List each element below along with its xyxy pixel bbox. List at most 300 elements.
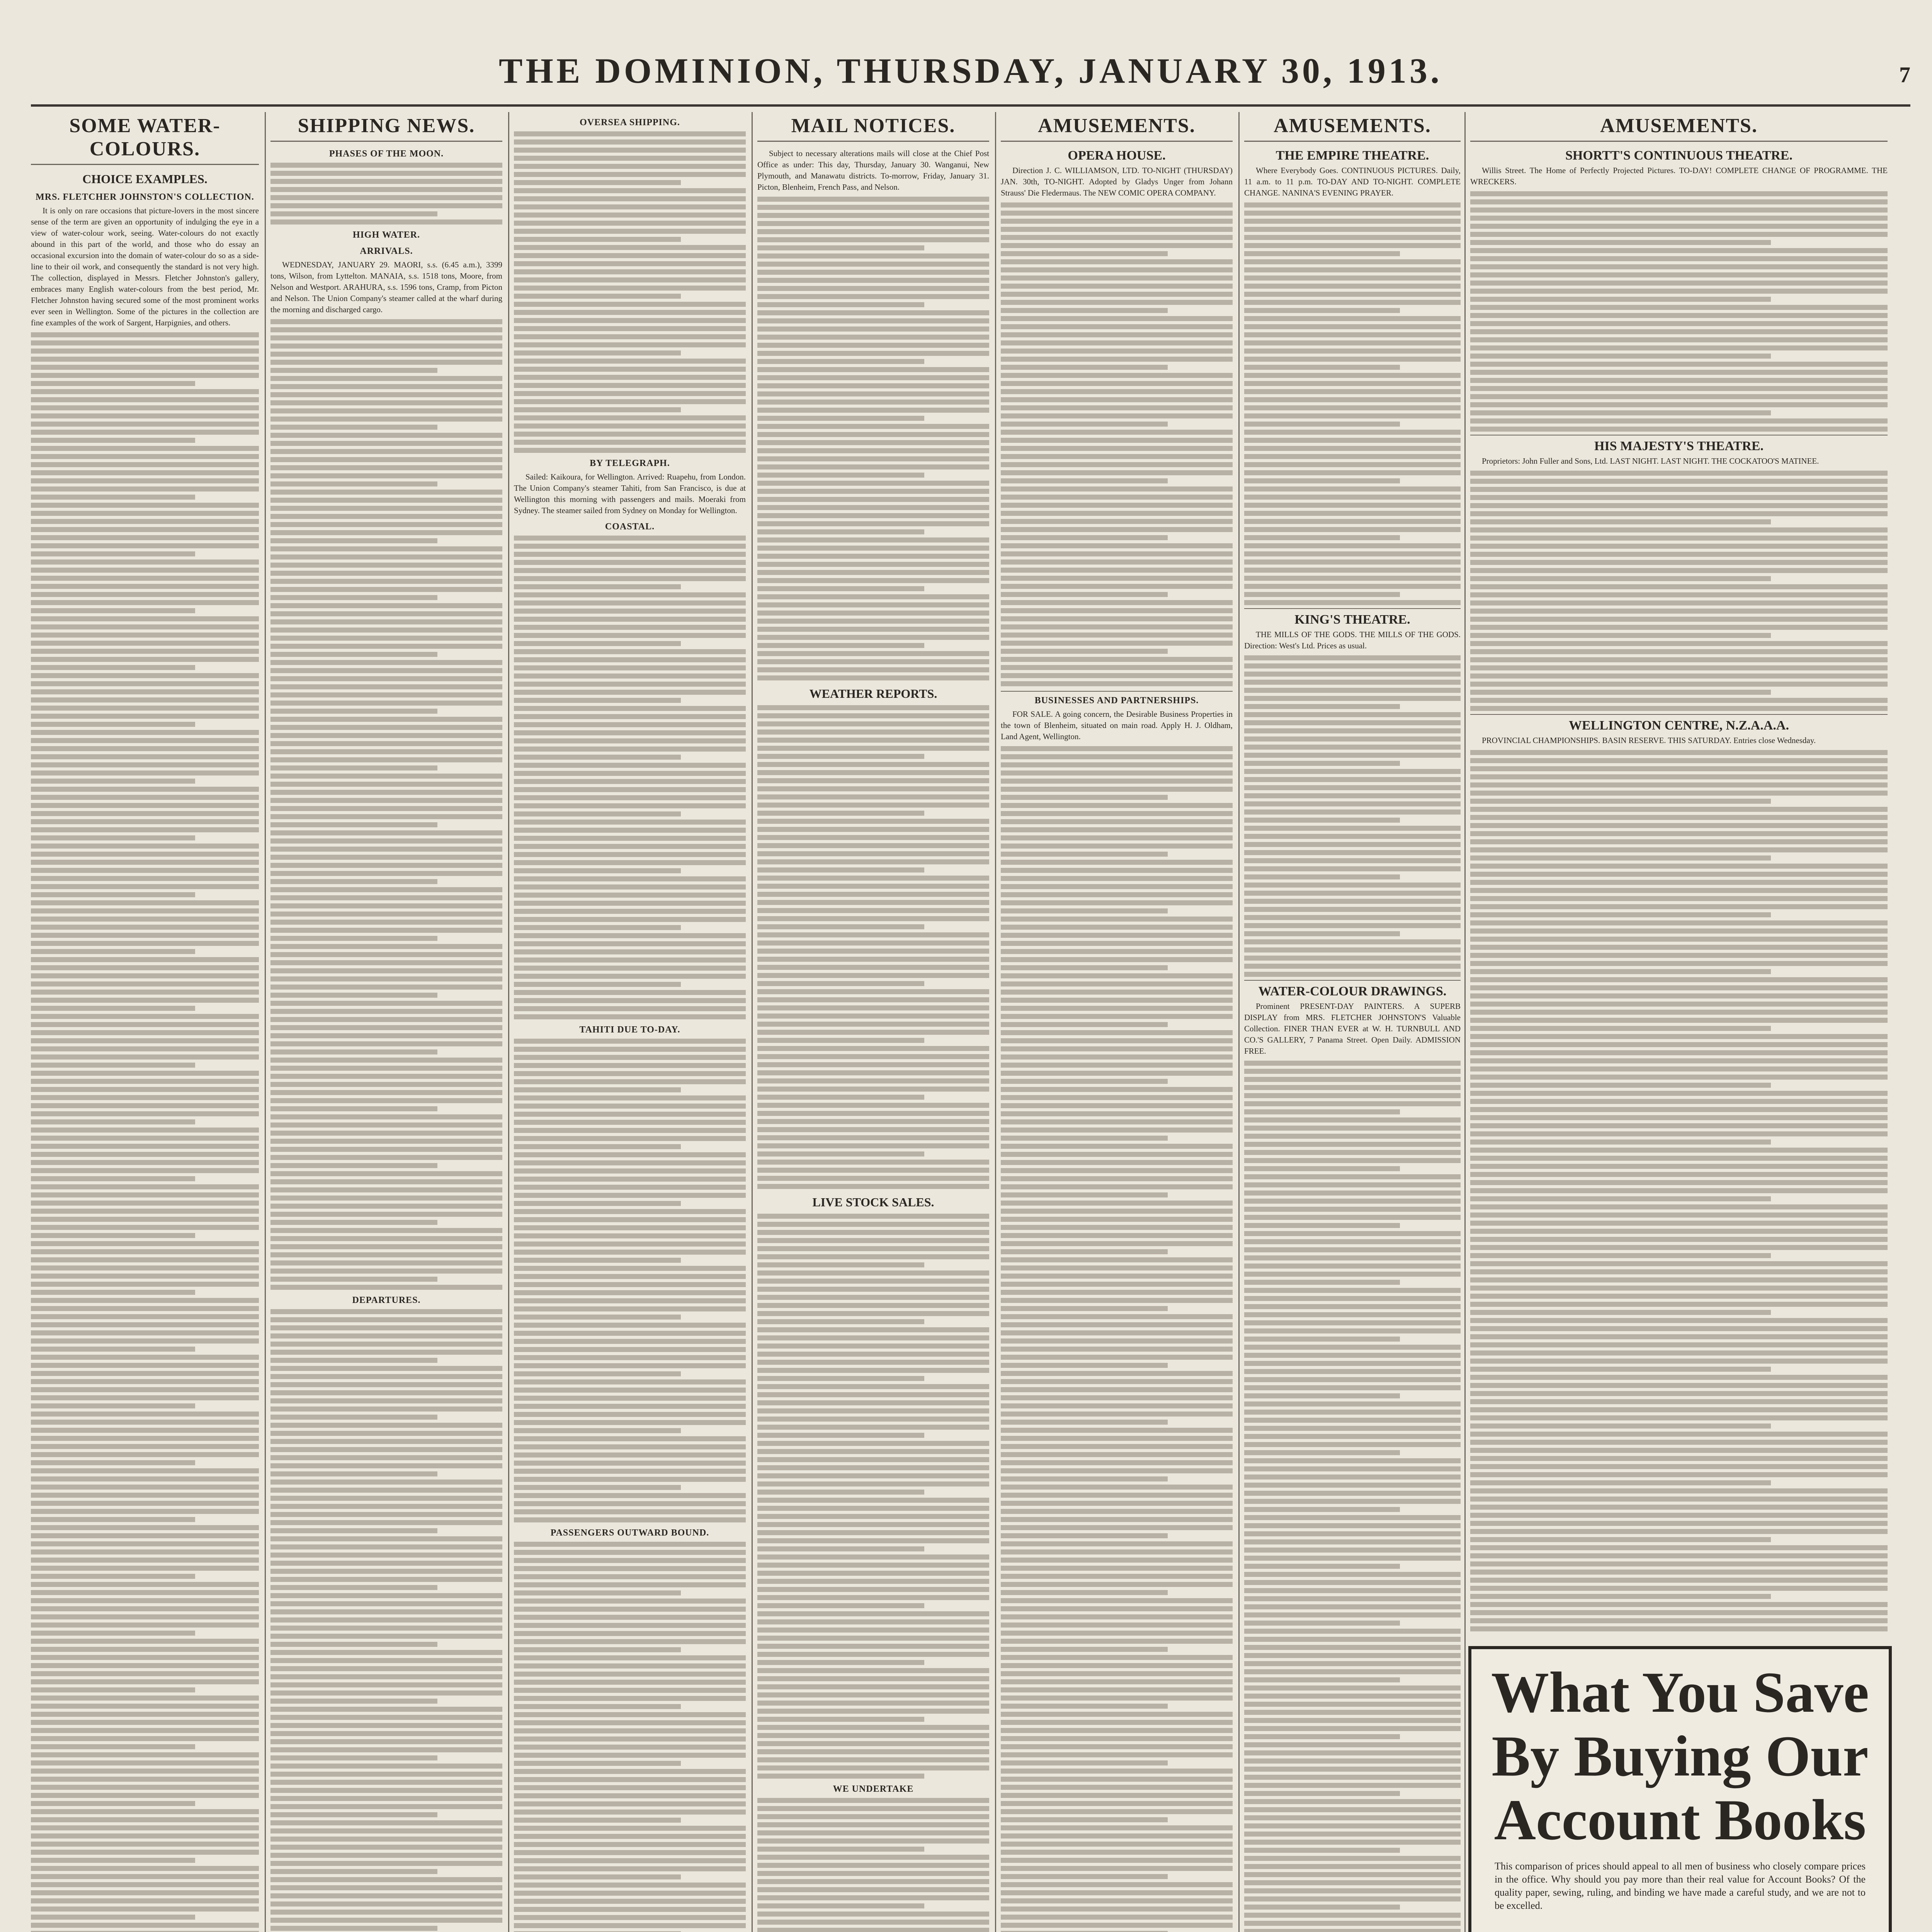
illegible-text-line — [270, 441, 502, 446]
illegible-text-line — [757, 1400, 989, 1405]
illegible-text-line — [514, 1680, 746, 1685]
illegible-text-line — [514, 1712, 746, 1717]
illegible-text-line — [514, 1461, 746, 1466]
illegible-text-line — [1001, 592, 1168, 597]
illegible-text-line — [270, 1374, 502, 1379]
illegible-text-line — [757, 1287, 989, 1292]
illegible-text-line — [1470, 1115, 1888, 1120]
illegible-text-line — [757, 1498, 989, 1503]
illegible-text-line — [1244, 1832, 1461, 1837]
illegible-text-line — [757, 1335, 989, 1340]
illegible-text-line — [270, 1155, 502, 1160]
illegible-text-line — [270, 1520, 502, 1525]
illegible-text-line — [31, 527, 259, 532]
illegible-text-line — [514, 229, 746, 234]
illegible-text-line — [1001, 1890, 1233, 1895]
illegible-text-line — [270, 1853, 502, 1858]
illegible-text-line — [270, 1601, 502, 1606]
illegible-text-line — [757, 1062, 989, 1067]
illegible-text-line — [31, 730, 259, 735]
illegible-text-line — [514, 1874, 681, 1879]
illegible-text-line — [270, 1147, 502, 1152]
illegible-text-line — [514, 310, 746, 315]
illegible-text-line — [1244, 1239, 1461, 1244]
illegible-text-line — [514, 592, 746, 597]
illegible-text-line — [514, 1242, 746, 1247]
illegible-text-line — [1244, 503, 1461, 508]
illegible-text-line — [514, 1582, 746, 1587]
illegible-text-line — [1001, 1038, 1233, 1043]
illegible-text-line — [514, 1347, 746, 1352]
illegible-text-line — [1244, 576, 1461, 581]
illegible-text-line — [1470, 937, 1888, 942]
illegible-text-line — [270, 1512, 502, 1517]
illegible-text-line — [1244, 1896, 1461, 1901]
illegible-text-line — [757, 481, 989, 486]
illegible-text-line — [1244, 1604, 1461, 1609]
illegible-text-line — [757, 1684, 989, 1689]
illegible-text-line — [1001, 1176, 1233, 1181]
illegible-text-line — [270, 1066, 502, 1071]
illegible-text-line — [31, 941, 259, 946]
illegible-text-line — [514, 682, 746, 687]
illegible-text-line — [31, 1769, 259, 1774]
illegible-text-line — [514, 1160, 746, 1165]
illegible-text-line — [1244, 1621, 1400, 1626]
illegible-text-line — [514, 617, 746, 622]
illegible-text-line — [31, 795, 259, 800]
illegible-text-line — [1470, 1586, 1888, 1591]
illegible-text-line — [31, 1225, 259, 1230]
illegible-text-line — [757, 908, 989, 913]
illegible-text-line — [1001, 827, 1233, 832]
illegible-text-line — [1244, 1499, 1461, 1504]
illegible-text-line — [270, 1593, 502, 1598]
illegible-text-line — [514, 1818, 681, 1823]
illegible-text-line — [1244, 519, 1461, 524]
illegible-text-line — [514, 1834, 746, 1839]
illegible-text-line — [270, 522, 502, 527]
illegible-text-line — [270, 887, 502, 892]
illegible-text-line — [514, 1599, 746, 1604]
illegible-text-line — [1001, 1355, 1233, 1360]
illegible-text-line — [1244, 1677, 1400, 1682]
illegible-text-line — [31, 1119, 195, 1124]
illegible-text-line — [1001, 1022, 1168, 1027]
illegible-text-line — [1001, 259, 1233, 264]
illegible-text-line — [1244, 1880, 1461, 1885]
illegible-text-line — [31, 1249, 259, 1254]
illegible-text-line — [1244, 1410, 1461, 1415]
illegible-text-line — [1244, 972, 1461, 977]
illegible-text-line — [31, 957, 259, 962]
illegible-text-line — [514, 204, 746, 209]
illegible-text-line — [757, 1855, 989, 1860]
illegible-text-line — [31, 551, 195, 556]
illegible-text-line — [757, 778, 989, 783]
illegible-text-line — [1470, 1099, 1888, 1104]
illegible-text-line — [1244, 1126, 1461, 1131]
illegible-text-line — [270, 1317, 502, 1322]
illegible-text-line — [757, 1119, 989, 1124]
illegible-text-line — [31, 884, 259, 889]
illegible-text-line — [270, 1690, 502, 1696]
illegible-text-line — [514, 795, 746, 800]
illegible-text-line — [1470, 552, 1888, 557]
high-water-heading: HIGH WATER. — [352, 230, 420, 240]
illegible-text-line — [31, 1582, 259, 1587]
illegible-text-line — [1001, 949, 1233, 954]
illegible-text-line — [1001, 1566, 1233, 1571]
illegible-text-line — [757, 1360, 989, 1365]
illegible-text-line — [1001, 1793, 1233, 1798]
illegible-text-line — [514, 1777, 746, 1782]
illegible-text-line — [1470, 418, 1888, 423]
illegible-text-line — [514, 237, 681, 242]
illegible-text-line — [270, 425, 437, 430]
arrivals-body: WEDNESDAY, JANUARY 29. MAORI, s.s. (6.45 a.m.), 3399 tons, Wilson, from Lyttelton. MANAIA, s.s. 1518 tons, Moore, from Nelson and Westport. ARAHURA, s.s. 1596 tons, Cramp, from Picton and Nelson. The Union Company's steamer called at the wharf during the morning and discharged cargo. — [270, 260, 502, 314]
illegible-text-line — [1244, 1288, 1461, 1293]
illegible-text-line — [270, 360, 502, 365]
illegible-text-line — [1001, 1347, 1233, 1352]
illegible-text-line — [1244, 1466, 1461, 1471]
illegible-text-line — [1001, 1330, 1233, 1335]
illegible-text-line — [1244, 939, 1461, 944]
illegible-text-line — [1470, 649, 1888, 654]
illegible-text-line — [31, 592, 259, 597]
illegible-text-line — [270, 579, 502, 584]
illegible-text-line — [1001, 478, 1168, 483]
illegible-text-line — [1470, 969, 1771, 974]
illegible-text-line — [1244, 753, 1461, 758]
illegible-text-line — [270, 847, 502, 852]
tahiti-heading: TAHITI DUE TO-DAY. — [579, 1025, 680, 1035]
illegible-text-line — [514, 1079, 746, 1084]
illegible-text-line — [31, 803, 259, 808]
illegible-text-line — [1470, 1594, 1771, 1599]
illegible-text-line — [514, 253, 746, 258]
illegible-text-line — [31, 1103, 259, 1108]
illegible-text-line — [270, 1212, 502, 1217]
illegible-text-line — [31, 1184, 259, 1189]
illegible-text-line — [1244, 1061, 1461, 1066]
illegible-text-line — [757, 1111, 989, 1116]
illegible-text-line — [757, 1022, 989, 1027]
illegible-text-line — [757, 1928, 989, 1932]
illegible-text-line — [757, 1295, 989, 1300]
illegible-text-line — [1001, 1046, 1233, 1051]
opera-house-details — [1001, 202, 1233, 686]
illegible-text-line — [757, 1184, 989, 1189]
illegible-text-line — [514, 1842, 746, 1847]
illegible-text-line — [31, 357, 259, 362]
illegible-text-line — [514, 1623, 746, 1628]
illegible-text-line — [1244, 1377, 1461, 1382]
illegible-text-line — [1244, 801, 1461, 806]
illegible-text-line — [1470, 378, 1888, 383]
illegible-text-line — [514, 1420, 746, 1425]
illegible-text-line — [1470, 362, 1888, 367]
illegible-text-line — [514, 1363, 746, 1368]
illegible-text-line — [1001, 1541, 1233, 1546]
illegible-text-line — [514, 1907, 746, 1912]
illegible-text-line — [757, 416, 924, 421]
illegible-text-line — [1470, 1456, 1888, 1461]
illegible-text-line — [1244, 1475, 1461, 1480]
illegible-text-line — [31, 811, 259, 816]
illegible-text-line — [514, 1388, 746, 1393]
illegible-text-line — [514, 1355, 746, 1360]
illegible-text-line — [1001, 1574, 1233, 1579]
illegible-text-line — [757, 1457, 989, 1462]
illegible-text-line — [31, 1882, 259, 1887]
illegible-text-line — [514, 180, 681, 185]
illegible-text-line — [31, 600, 259, 605]
illegible-text-line — [514, 196, 746, 201]
illegible-text-line — [757, 924, 924, 929]
illegible-text-line — [757, 1733, 989, 1738]
illegible-text-line — [1244, 1458, 1461, 1463]
illegible-text-line — [1001, 235, 1233, 240]
illegible-text-line — [1001, 844, 1233, 849]
illegible-text-line — [1470, 690, 1771, 695]
illegible-text-line — [757, 1749, 989, 1754]
illegible-text-line — [757, 1725, 989, 1730]
illegible-text-line — [757, 721, 989, 726]
illegible-text-line — [270, 644, 502, 649]
illegible-text-line — [514, 350, 681, 355]
illegible-text-line — [270, 457, 502, 462]
illegible-text-line — [757, 602, 989, 607]
illegible-text-line — [270, 611, 502, 616]
illegible-text-line — [1470, 386, 1888, 391]
illegible-text-line — [270, 211, 437, 216]
illegible-text-line — [757, 505, 989, 510]
illegible-text-line — [1244, 1840, 1461, 1845]
account-books-advertisement — [1468, 1646, 1892, 1932]
illegible-text-line — [1001, 1241, 1233, 1246]
illegible-text-line — [514, 1274, 746, 1279]
illegible-text-line — [514, 1168, 746, 1173]
illegible-text-line — [1001, 925, 1233, 930]
illegible-text-line — [1470, 1261, 1888, 1266]
illegible-text-line — [757, 1887, 989, 1892]
illegible-text-line — [1470, 1123, 1888, 1128]
illegible-text-line — [31, 1549, 259, 1554]
illegible-text-line — [514, 1193, 746, 1198]
illegible-text-line — [1001, 1785, 1233, 1790]
illegible-text-line — [1470, 337, 1888, 342]
illegible-text-line — [514, 1071, 746, 1076]
illegible-text-line — [1470, 864, 1888, 869]
illegible-text-line — [1244, 1596, 1461, 1601]
illegible-text-line — [514, 1550, 746, 1555]
illegible-text-line — [757, 1814, 989, 1819]
illegible-text-line — [1244, 1166, 1400, 1171]
illegible-text-line — [270, 1025, 502, 1030]
illegible-text-line — [31, 1720, 259, 1725]
illegible-text-line — [1244, 276, 1461, 281]
illegible-text-line — [1001, 1087, 1233, 1092]
illegible-text-line — [1470, 815, 1888, 820]
illegible-text-line — [1001, 1533, 1168, 1538]
illegible-text-line — [514, 1339, 746, 1344]
illegible-text-line — [757, 843, 989, 848]
illegible-text-line — [1470, 1367, 1771, 1372]
illegible-text-line — [270, 1001, 502, 1006]
illegible-text-line — [514, 1477, 746, 1482]
illegible-text-line — [514, 1201, 681, 1206]
illegible-text-line — [1001, 876, 1233, 881]
undertake-heading: WE UNDERTAKE — [833, 1784, 914, 1794]
illegible-text-line — [31, 998, 259, 1003]
illegible-text-line — [270, 1910, 502, 1915]
illegible-text-line — [1001, 990, 1233, 995]
illegible-text-line — [31, 917, 259, 922]
illegible-text-line — [514, 1006, 746, 1011]
illegible-text-line — [514, 787, 746, 792]
illegible-text-line — [31, 1054, 259, 1060]
illegible-text-line — [1001, 454, 1233, 459]
illegible-text-line — [514, 730, 746, 735]
ad-headline: What You Save By Buying Our Account Books — [1491, 1660, 1869, 1852]
shortts-theatre-title: SHORTT'S CONTINUOUS THEATRE. — [1565, 148, 1793, 163]
illegible-text-line — [31, 868, 259, 873]
illegible-text-line — [31, 1395, 259, 1400]
illegible-text-line — [31, 1209, 259, 1214]
classifieds — [1470, 750, 1888, 1634]
illegible-text-line — [514, 1501, 746, 1506]
illegible-text-line — [514, 1883, 746, 1888]
illegible-text-line — [514, 625, 746, 630]
illegible-text-line — [270, 701, 502, 706]
illegible-text-line — [270, 871, 502, 876]
illegible-text-line — [1470, 1391, 1888, 1396]
illegible-text-line — [757, 537, 989, 543]
illegible-text-line — [270, 571, 502, 576]
illegible-text-line — [514, 1745, 746, 1750]
illegible-text-line — [1244, 842, 1461, 847]
illegible-text-line — [1244, 584, 1461, 589]
illegible-text-line — [31, 373, 259, 378]
illegible-text-line — [757, 1490, 924, 1495]
illegible-text-line — [31, 1898, 259, 1903]
illegible-text-line — [514, 552, 746, 557]
illegible-text-line — [1244, 1507, 1400, 1512]
illegible-text-line — [270, 195, 502, 200]
illegible-text-line — [757, 1652, 989, 1657]
illegible-text-line — [31, 762, 259, 767]
illegible-text-line — [31, 1079, 259, 1084]
illegible-text-line — [270, 1041, 502, 1046]
illegible-text-line — [757, 762, 989, 767]
illegible-text-line — [1244, 560, 1461, 565]
illegible-text-line — [31, 892, 195, 897]
illegible-text-line — [1470, 1213, 1888, 1218]
illegible-text-line — [31, 754, 259, 759]
mail-notices-body: Subject to necessary alterations mails will close at the Chief Post Office as under: This day, Thursday, January 30. Wanganui, New Plymouth, and Manawatu districts. To-morrow, Friday, January 31. Picton, Blenheim, French Pass, and Nelson. — [757, 149, 989, 192]
illegible-text-line — [757, 570, 989, 575]
kings-theatre-details — [1244, 655, 1461, 977]
illegible-text-line — [1244, 1742, 1461, 1747]
arrivals-heading: ARRIVALS. — [360, 246, 413, 256]
illegible-text-line — [757, 294, 989, 299]
illegible-text-line — [270, 757, 502, 762]
illegible-text-line — [757, 675, 989, 680]
illegible-text-line — [1470, 766, 1888, 771]
illegible-text-line — [270, 863, 502, 868]
illegible-text-line — [31, 1509, 259, 1514]
illegible-text-line — [270, 1837, 502, 1842]
illegible-text-line — [1470, 985, 1888, 990]
illegible-text-line — [1470, 410, 1771, 415]
illegible-text-line — [1470, 1002, 1888, 1007]
illegible-text-line — [270, 490, 502, 495]
illegible-text-line — [270, 960, 502, 965]
illegible-text-line — [514, 536, 746, 541]
illegible-text-line — [514, 584, 681, 589]
illegible-text-line — [31, 1639, 259, 1644]
illegible-text-line — [757, 1135, 989, 1140]
illegible-text-line — [31, 1095, 259, 1100]
illegible-text-line — [757, 448, 989, 453]
illegible-text-line — [1244, 1515, 1461, 1520]
illegible-text-line — [31, 1022, 259, 1027]
illegible-text-line — [1470, 394, 1888, 399]
illegible-text-line — [31, 560, 259, 565]
illegible-text-line — [1001, 1201, 1233, 1206]
illegible-text-line — [1470, 1237, 1888, 1242]
illegible-text-line — [31, 1501, 259, 1506]
illegible-text-line — [270, 1577, 502, 1582]
illegible-text-line — [270, 830, 502, 835]
illegible-text-line — [1001, 430, 1233, 435]
illegible-text-line — [1470, 232, 1888, 237]
illegible-text-line — [1470, 1407, 1888, 1412]
illegible-text-line — [757, 667, 989, 672]
illegible-text-line — [1470, 1326, 1888, 1331]
illegible-text-line — [1470, 920, 1888, 925]
illegible-text-line — [270, 1049, 437, 1054]
illegible-text-line — [1001, 1655, 1233, 1660]
illegible-text-line — [514, 690, 746, 695]
oversea-heading: OVERSEA SHIPPING. — [580, 117, 680, 128]
illegible-text-line — [31, 1825, 259, 1830]
mail-notices-heading: MAIL NOTICES. — [757, 114, 989, 142]
illegible-text-line — [514, 560, 746, 565]
illegible-text-line — [757, 730, 989, 735]
illegible-text-line — [1470, 402, 1888, 407]
illegible-text-line — [1244, 454, 1461, 459]
illegible-text-line — [270, 1869, 437, 1874]
illegible-text-line — [757, 400, 989, 405]
illegible-text-line — [270, 814, 502, 819]
illegible-text-line — [1001, 1217, 1233, 1222]
illegible-text-line — [270, 1553, 502, 1558]
illegible-text-line — [757, 713, 989, 718]
illegible-text-line — [1470, 281, 1888, 286]
illegible-text-line — [514, 1769, 746, 1774]
illegible-text-line — [757, 1087, 989, 1092]
illegible-text-line — [1001, 1485, 1233, 1490]
illegible-text-line — [757, 1311, 989, 1316]
illegible-text-line — [514, 1152, 746, 1157]
weather-heading: WEATHER REPORTS. — [809, 687, 937, 701]
illegible-text-line — [1244, 680, 1461, 685]
passengers-heading: PASSENGERS OUTWARD BOUND. — [550, 1528, 709, 1538]
illegible-text-line — [270, 1415, 437, 1420]
illegible-text-line — [757, 827, 989, 832]
